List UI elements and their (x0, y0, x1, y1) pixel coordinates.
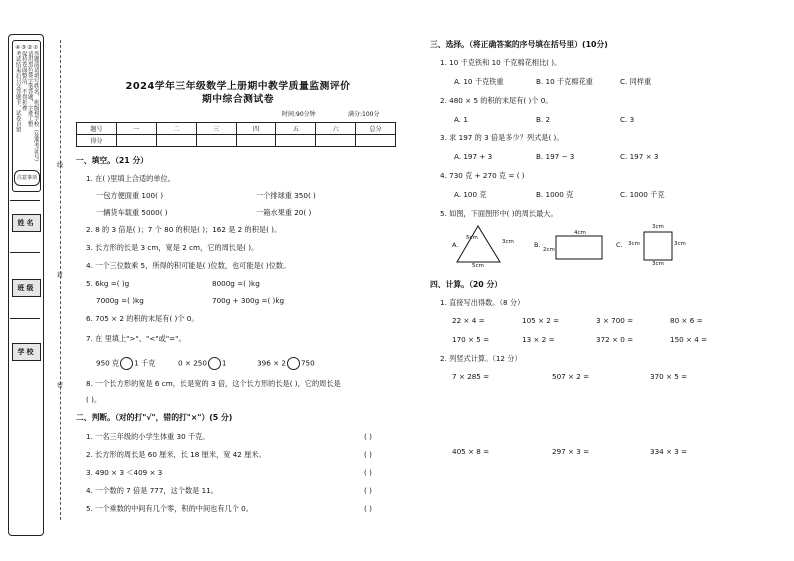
rectangle-shape (556, 236, 602, 259)
q1-8b: ( )。 (86, 395, 102, 404)
shapeA-right: 3cm (502, 239, 514, 245)
divider (10, 318, 40, 319)
shapeA-label: A. (452, 241, 459, 249)
exam-title: 2024学年三年级数学上册期中教学质量监测评价 (125, 81, 351, 92)
shapeB-label: B. (534, 241, 541, 249)
exam-time: 时间:90分钟 (282, 111, 316, 118)
q1-7-row (96, 357, 315, 370)
notice-footer: 注意事项 (14, 170, 40, 186)
q1-5b2: 700g + 300g =( )kg (212, 296, 285, 305)
score-cell[interactable] (356, 135, 396, 147)
score-cell[interactable] (156, 135, 196, 147)
q1-1: 1. 在( )里填上合适的单位。 (86, 174, 175, 183)
oral-item: 372 × 0 = (596, 335, 634, 344)
compare-circle[interactable] (120, 357, 133, 370)
section4-heading: 四、计算。（20 分） (430, 280, 503, 289)
notice-line-1: ①答题前请填写姓名、班级和学校（及准考证号） (32, 45, 39, 165)
table-cell: 四 (236, 123, 276, 135)
shapeB-top: 4cm (574, 230, 586, 236)
q1-3: 3. 长方形的长是 3 cm，宽是 2 cm，它的周长是( )。 (86, 243, 259, 252)
oral-item: 3 × 700 = (596, 316, 634, 325)
cut-line (60, 40, 61, 520)
choice-q2: 2. 480 × 5 的积的末尾有( )个 0。 (440, 96, 553, 105)
judge-answer-paren[interactable]: ( ) (364, 486, 372, 495)
score-cell[interactable] (276, 135, 316, 147)
q1-7a: 950 克 (96, 358, 120, 368)
choice-q2-b: B. 2 (536, 115, 551, 124)
score-cell[interactable] (116, 135, 156, 147)
judge-item-1: 1. 一名三年级的小学生体重 30 千克。 (86, 432, 210, 441)
choice-q1-c: C. 同样重 (620, 77, 652, 86)
shapeC-label: C. (616, 241, 623, 249)
q1-7b: 0 × 250 (178, 358, 207, 368)
q1-7a2: 1 千克 (134, 358, 156, 368)
compare-circle[interactable] (208, 357, 221, 370)
exam-subtitle: 期中综合测试卷 (201, 94, 275, 105)
choice-q5: 5. 如图，下面图形中( )的周长最大。 (440, 209, 558, 218)
judge-item-2: 2. 长方形的周长是 60 厘米，长 18 厘米，宽 42 厘米。 (86, 450, 266, 459)
choice-q4-c: C. 1000 千克 (620, 190, 665, 199)
notice-line-2: ②请用黑色签字笔答题，字迹工整 (26, 45, 33, 127)
judge-item-4: 4. 一个数的 7 倍是 777，这个数是 11。 (86, 486, 218, 495)
calc-q2: 2. 列竖式计算。（12 分） (440, 354, 522, 363)
cut-char-1: 线 (57, 162, 64, 169)
judge-answer-paren[interactable]: ( ) (364, 450, 372, 459)
choice-q1-b: B. 10 千克棉花重 (536, 77, 593, 86)
school-label: 学校 (12, 343, 41, 361)
section2-heading: 二、判断。（对的打"√"，错的打"×"）(5 分) (76, 413, 233, 422)
oral-item: 80 × 6 = (670, 316, 703, 325)
table-cell: 总分 (356, 123, 396, 135)
calc-q1: 1. 直接写出得数。（8 分） (440, 298, 525, 307)
vertical-item: 370 × 5 = (650, 372, 688, 381)
cut-char-3: 密 (57, 382, 64, 389)
q1-8: 8. 一个长方形的宽是 6 cm，长是宽的 3 倍，这个长方形的长是( )，它的周长是 (86, 379, 341, 388)
q1-5b1: 7000g =( )kg (96, 296, 144, 305)
q1-2: 2. 8 的 3 倍是( )；7 个 80 的积是( )；162 是 2 的积是( )。 (86, 225, 282, 234)
table-cell: 一 (116, 123, 156, 135)
choice-q2-a: A. 1 (454, 115, 468, 124)
section3-heading: 三、选择。（将正确答案的序号填在括号里）(10分) (430, 40, 608, 49)
q1-4: 4. 一个三位数乘 5，所得的积可能是( )位数，也可能是( )位数。 (86, 261, 291, 270)
shapeA-bottom: 5cm (472, 263, 484, 269)
section1-heading: 一、填空。（21 分） (76, 156, 149, 165)
oral-item: 22 × 4 = (452, 316, 485, 325)
q1-1d: 一箱水果重 20( ) (256, 208, 312, 217)
vertical-item: 507 × 2 = (552, 372, 590, 381)
triangle-shape (457, 226, 500, 262)
judge-item-3: 3. 490 × 3 ＜409 × 3 (86, 468, 163, 477)
score-cell[interactable] (236, 135, 276, 147)
vertical-item: 405 × 8 = (452, 447, 490, 456)
cut-char-2: 封 (57, 272, 64, 279)
score-table-score-row (77, 135, 396, 147)
table-cell: 三 (196, 123, 236, 135)
q1-1a: 一包方便面重 100( ) (96, 191, 164, 200)
shapeB-left: 2cm (543, 247, 555, 253)
score-cell[interactable] (316, 135, 356, 147)
table-cell: 五 (276, 123, 316, 135)
class-label: 班级 (12, 279, 41, 297)
judge-answer-paren[interactable]: ( ) (364, 504, 372, 513)
table-cell: 得分 (77, 135, 117, 147)
choice-q4-a: A. 100 克 (454, 190, 487, 199)
q1-1b: 一个排球重 350( ) (256, 191, 316, 200)
score-table-header-row (77, 123, 396, 135)
choice-q3: 3. 求 197 的 3 倍是多少？列式是( )。 (440, 133, 564, 142)
shapeA-left: 5cm (466, 235, 478, 241)
choice-q3-a: A. 197 + 3 (454, 152, 493, 161)
vertical-item: 7 × 285 = (452, 372, 490, 381)
choice-q4: 4. 730 克 + 270 克 = ( ) (440, 171, 525, 180)
divider (10, 200, 40, 201)
name-label: 姓名 (12, 214, 41, 232)
exam-full-score: 满分:100分 (348, 111, 380, 118)
q1-1c: 一辆货车载重 5000( ) (96, 208, 168, 217)
oral-item: 150 × 4 = (670, 335, 708, 344)
q1-7: 7. 在 里填上">"、"<"或"="。 (86, 334, 186, 343)
q1-5a1: 5. 6kg =( )g (86, 279, 130, 288)
table-cell: 二 (156, 123, 196, 135)
judge-answer-paren[interactable]: ( ) (364, 432, 372, 441)
choice-q1-a: A. 10 千克铁重 (454, 77, 504, 86)
vertical-item: 297 × 3 = (552, 447, 590, 456)
table-cell: 六 (316, 123, 356, 135)
score-cell[interactable] (196, 135, 236, 147)
choice-q1: 1. 10 千克铁和 10 千克棉花相比( )。 (440, 58, 562, 67)
shapeC-top: 3cm (652, 224, 664, 230)
q1-7b2: 1 (221, 358, 227, 368)
choice-q3-c: C. 197 × 3 (620, 152, 659, 161)
q1-6: 6. 705 × 2 的积的末尾有( )个 0。 (86, 314, 199, 323)
judge-item-5: 5. 一个乘数的中间有几个零，积的中间也有几个 0。 (86, 504, 253, 513)
shapeC-bottom: 3cm (652, 261, 664, 267)
oral-item: 170 × 5 = (452, 335, 490, 344)
divider (10, 252, 40, 253)
q1-5a2: 8000g =( )kg (212, 279, 260, 288)
shapeC-left: 3cm (628, 241, 640, 247)
compare-circle[interactable] (287, 357, 300, 370)
oral-item: 105 × 2 = (522, 316, 560, 325)
table-cell: 题号 (77, 123, 117, 135)
vertical-item: 334 × 3 = (650, 447, 688, 456)
notice-line-4: ④考试结束后只交答题卡，试卷自留 (14, 45, 21, 132)
choice-q3-b: B. 197 − 3 (536, 152, 575, 161)
oral-item: 13 × 2 = (522, 335, 555, 344)
notice-line-3: ③保持卷面整洁，不得折叠 (20, 45, 27, 111)
judge-answer-paren[interactable]: ( ) (364, 468, 372, 477)
choice-q4-b: B. 1000 克 (536, 190, 574, 199)
shapeC-right: 3cm (674, 241, 686, 247)
square-shape (644, 232, 672, 260)
q1-7c2: 750 (300, 358, 315, 368)
score-table (76, 122, 396, 147)
q1-7c: 396 × 2 (257, 358, 286, 368)
choice-q2-c: C. 3 (620, 115, 635, 124)
